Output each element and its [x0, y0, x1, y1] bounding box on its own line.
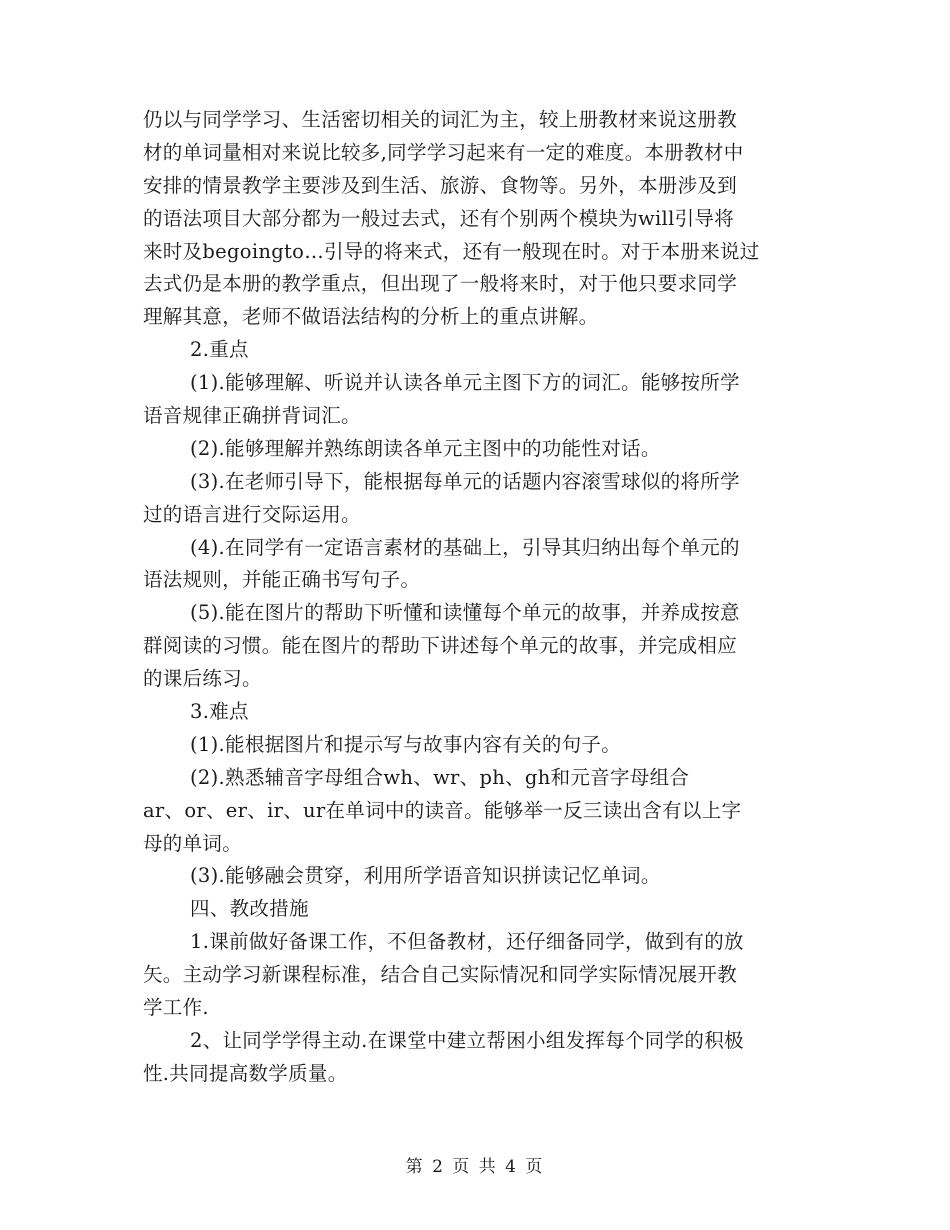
- paragraph-line: 矢。主动学习新课程标准，结合自己实际情况和同学实际情况展开教: [143, 963, 738, 987]
- paragraph-line: 母的单词。: [143, 831, 243, 855]
- paragraph-line: 四、教改措施: [190, 897, 309, 921]
- paragraph-line: 去式仍是本册的教学重点，但出现了一般将来时，对于他只要求同学: [143, 272, 738, 296]
- paragraph-line: ar、or、er、ir、ur在单词中的读音。能够举一反三读出含有以上字: [143, 798, 742, 822]
- paragraph-line: 材的单词量相对来说比较多,同学学习起来有一定的难度。本册教材中: [143, 140, 744, 164]
- paragraph-line: 安排的情景教学主要涉及到生活、旅游、食物等。另外，本册涉及到: [143, 173, 738, 197]
- paragraph-line: 1.课前做好备课工作，不但备教材，还仔细备同学，做到有的放: [190, 930, 744, 954]
- paragraph-line: 群阅读的习惯。能在图片的帮助下讲述每个单元的故事，并完成相应: [143, 634, 738, 658]
- paragraph-line: 理解其意，老师不做语法结构的分析上的重点讲解。: [143, 305, 599, 329]
- paragraph-line: 语音规律正确拼背词汇。: [143, 404, 361, 428]
- paragraph-line: (3).能够融会贯穿，利用所学语音知识拼读记忆单词。: [190, 864, 661, 888]
- paragraph-line: 来时及begoingto…引导的将来式，还有一般现在时。对于本册来说过: [143, 239, 760, 263]
- paragraph-line: 仍以与同学学习、生活密切相关的词汇为主，较上册教材来说这册教: [143, 108, 738, 131]
- paragraph-line: (5).能在图片的帮助下听懂和读懂每个单元的故事，并养成按意: [190, 601, 740, 625]
- paragraph-line: (1).能够理解、听说并认读各单元主图下方的词汇。能够按所学: [190, 371, 740, 395]
- paragraph-line: 3.难点: [190, 700, 249, 724]
- paragraph-line: 过的语言进行交际运用。: [143, 502, 361, 526]
- paragraph-line: (4).在同学有一定语言素材的基础上，引导其归纳出每个单元的: [190, 535, 740, 559]
- paragraph-line: 学工作.: [143, 996, 209, 1020]
- paragraph-line: 2.重点: [190, 338, 249, 362]
- page-number: 第 2 页 共 4 页: [405, 1157, 545, 1177]
- paragraph-line: (2).能够理解并熟练朗读各单元主图中的功能性对话。: [190, 436, 661, 460]
- paragraph-line: 的语法项目大部分都为一般过去式，还有个别两个模块为will引导将: [143, 206, 735, 230]
- paragraph-line: (3).在老师引导下，能根据每单元的话题内容滚雪球似的将所学: [190, 469, 740, 493]
- document-body: [143, 104, 808, 1091]
- paragraph-line: 性.共同提高数学质量。: [143, 1061, 348, 1085]
- paragraph-line: (1).能根据图片和提示写与故事内容有关的句子。: [190, 732, 622, 756]
- paragraph-line: 的课后练习。: [143, 667, 262, 691]
- paragraph-line: 2、让同学学得主动.在课堂中建立帮困小组发挥每个同学的积极: [190, 1028, 744, 1052]
- paragraph-line: 语法规则，并能正确书写句子。: [143, 568, 421, 592]
- paragraph-line: (2).熟悉辅音字母组合wh、wr、ph、gh和元音字母组合: [190, 765, 690, 789]
